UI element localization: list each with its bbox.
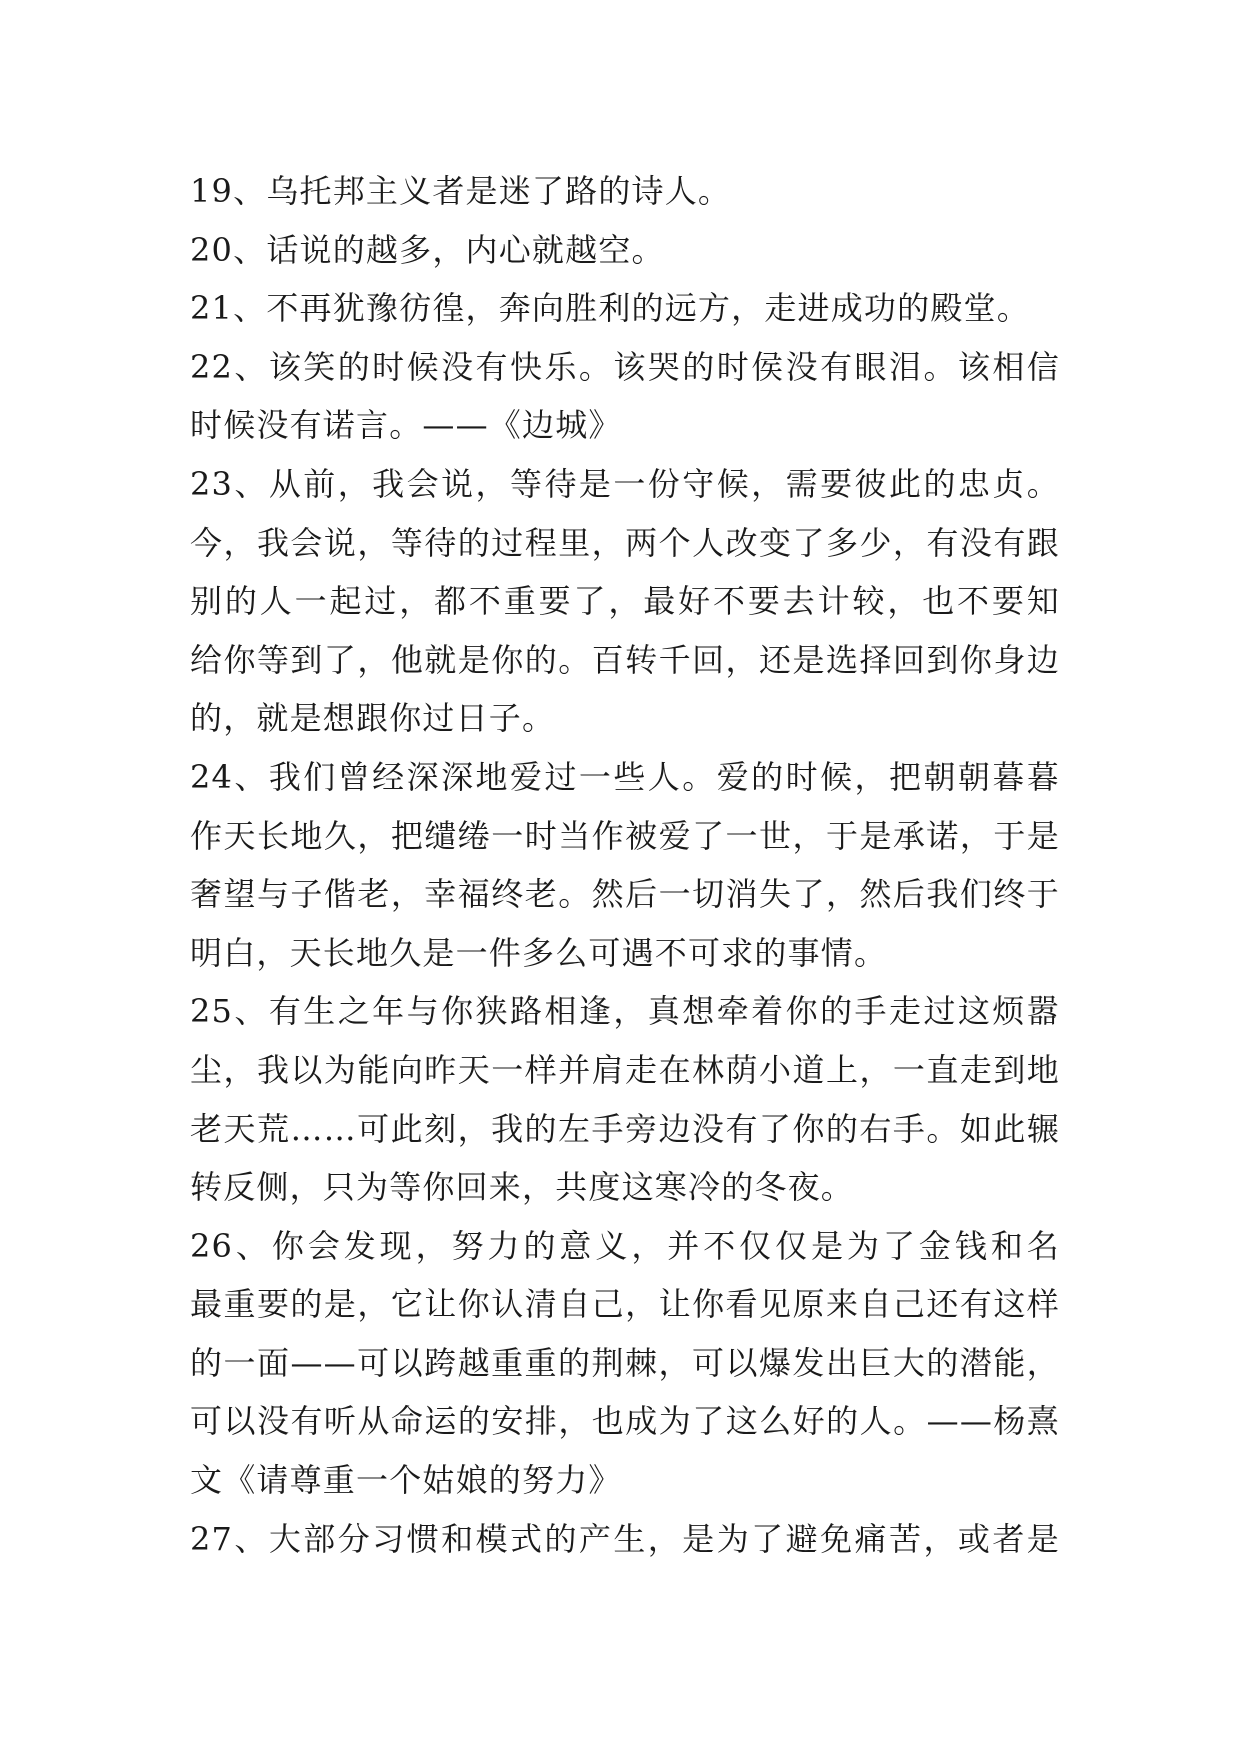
- text-line: 可以没有听从命运的安排，也成为了这么好的人。——杨熹: [190, 1402, 1060, 1441]
- text-line: 今，我会说，等待的过程里，两个人改变了多少，有没有跟: [190, 523, 1060, 562]
- text-line: 最重要的是，它让你认清自己，让你看见原来自己还有这样: [190, 1285, 1060, 1324]
- text-line: 别的人一起过，都不重要了，最好不要去计较，也不要知: [190, 582, 1060, 621]
- text-line: 时候没有诺言。——《边城》: [190, 406, 622, 445]
- text-line: 转反侧，只为等你回来，共度这寒冷的冬夜。: [190, 1168, 855, 1207]
- text-line: 给你等到了，他就是你的。百转千回，还是选择回到你身边: [190, 640, 1060, 679]
- text-line: 23、从前，我会说，等待是一份守候，需要彼此的忠贞。: [190, 464, 1060, 503]
- text-line: 27、大部分习惯和模式的产生，是为了避免痛苦，或者是: [190, 1519, 1060, 1558]
- text-line: 21、不再犹豫彷徨，奔向胜利的远方，走进成功的殿堂。: [190, 289, 1030, 328]
- text-line: 26、你会发现，努力的意义，并不仅仅是为了金钱和名: [190, 1226, 1060, 1265]
- text-line: 作天长地久，把缱绻一时当作被爱了一世，于是承诺，于是: [190, 816, 1060, 855]
- text-line: 25、有生之年与你狭路相逢，真想牵着你的手走过这烦嚣: [190, 992, 1060, 1031]
- text-line: 老天荒……可此刻，我的左手旁边没有了你的右手。如此辗: [190, 1109, 1060, 1148]
- text-line: 尘，我以为能向昨天一样并肩走在林荫小道上，一直走到地: [190, 1050, 1060, 1089]
- text-line: 24、我们曾经深深地爱过一些人。爱的时候，把朝朝暮暮: [190, 757, 1060, 796]
- text-line: 19、乌托邦主义者是迷了路的诗人。: [190, 172, 732, 210]
- text-line: 22、该笑的时候没有快乐。该哭的时侯没有眼泪。该相信: [190, 347, 1060, 386]
- text-line: 20、话说的越多，内心就越空。: [190, 230, 665, 269]
- text-line: 的，就是想跟你过日子。: [190, 699, 556, 738]
- text-line: 文《请尊重一个姑娘的努力》: [190, 1461, 622, 1500]
- document-body: [190, 162, 1060, 1568]
- text-line: 奢望与子偕老，幸福终老。然后一切消失了，然后我们终于: [190, 875, 1060, 914]
- text-line: 的一面——可以跨越重重的荆棘，可以爆发出巨大的潜能，: [190, 1343, 1060, 1382]
- text-line: 明白，天长地久是一件多么可遇不可求的事情。: [190, 933, 888, 972]
